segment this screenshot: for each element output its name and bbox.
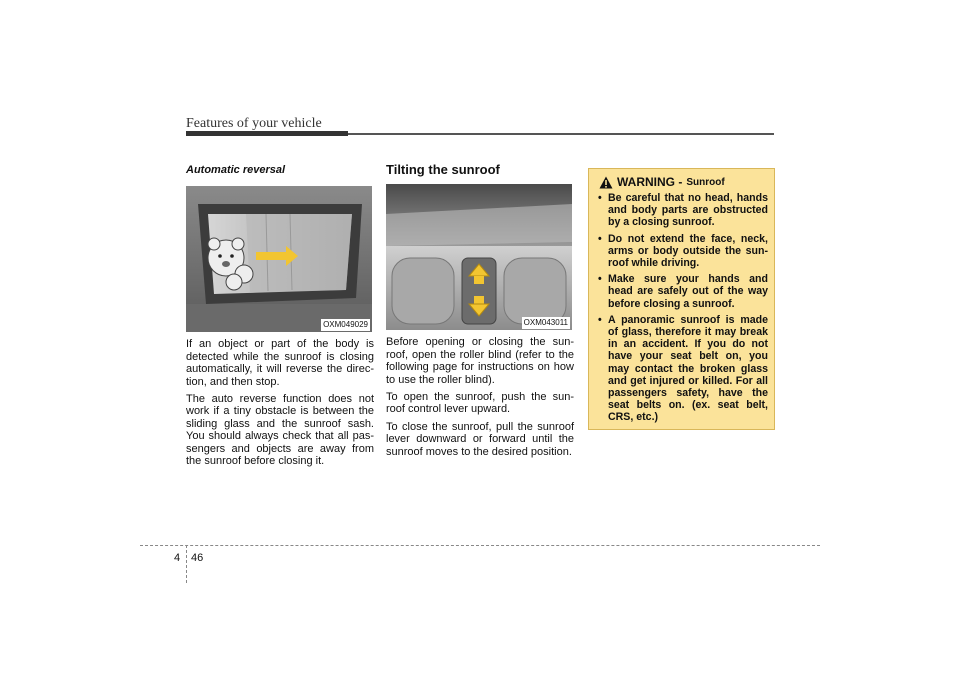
warning-item: • A panoramic sunroof is made of glass, therefore it may break in an accident. If you do not have your seat belt on, you may contact the broken glass and get injured or killed. For all passengers safety, have the seat belts on. (ex. seat belt, CRS, etc.) xyxy=(597,314,768,424)
figure-sunroof-control xyxy=(386,184,572,330)
page-header-title: Features of your vehicle xyxy=(186,116,322,131)
warning-item: • Make sure your hands and head are safely out of the way before closing a sunroof. xyxy=(597,273,768,310)
subheading-automatic-reversal: Automatic reversal xyxy=(186,164,286,176)
figure-code: OXM049029 xyxy=(321,319,370,331)
sunroof-control-illustration xyxy=(386,184,572,330)
warning-box xyxy=(588,168,775,430)
paragraph: The auto reverse function does not work if a tiny obstacle is between the sliding glass and the sunroof sash. You should always check that all pas-sengers and objects are away from the sunroof before closing it. xyxy=(186,393,374,468)
chapter-number: 4 xyxy=(174,552,181,564)
paragraph: To close the sunroof, pull the sunroof lever downward or forward until the sunroof moves to the desired position. xyxy=(386,420,574,458)
footer-rule xyxy=(140,545,820,546)
figure-sunroof-reversal xyxy=(186,186,372,332)
heading-tilting-sunroof: Tilting the sunroof xyxy=(386,162,500,177)
footer-divider xyxy=(186,545,187,583)
warning-item: • Do not extend the face, neck, arms or body outside the sun-roof while driving. xyxy=(597,233,768,270)
warning-triangle-icon xyxy=(599,176,613,189)
sunroof-reversal-illustration xyxy=(186,186,372,332)
figure-code: OXM043011 xyxy=(522,317,570,329)
column-tilting-sunroof xyxy=(386,164,574,463)
warning-subtitle: Sunroof xyxy=(686,176,725,188)
warning-list xyxy=(597,192,768,424)
warning-item: • Be careful that no head, hands and body parts are obstructed by a closing sunroof. xyxy=(597,192,768,229)
header-rule-dark xyxy=(186,131,348,136)
warning-heading xyxy=(599,175,768,189)
paragraph: To open the sunroof, push the sun-roof control lever upward. xyxy=(386,391,574,416)
header-rule xyxy=(348,133,774,135)
warning-title: WARNING - xyxy=(617,175,683,189)
paragraph: If an object or part of the body is detected while the sunroof is closing automatically, it will reverse the direc-tion, and then stop. xyxy=(186,338,374,388)
paragraph: Before opening or closing the sun-roof, open the roller blind (refer to the following page for instructions on how to use the roller blind). xyxy=(386,336,574,386)
column-automatic-reversal xyxy=(186,164,374,472)
page-number: 46 xyxy=(191,552,204,564)
